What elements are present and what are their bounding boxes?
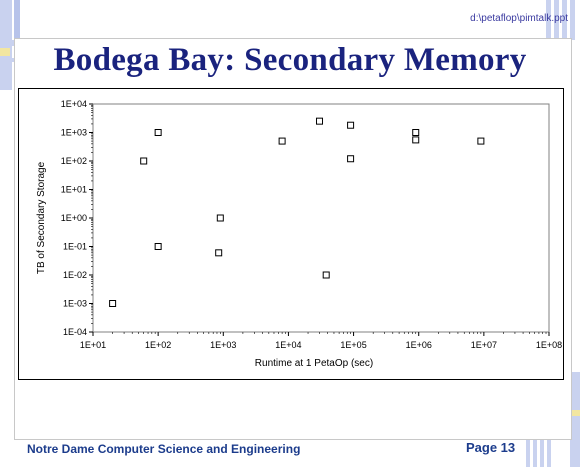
x-tick-label: 1E+05 xyxy=(340,340,367,350)
x-tick-label: 1E+07 xyxy=(470,340,497,350)
x-axis-ticks xyxy=(80,332,562,350)
y-tick-label: 1E+01 xyxy=(60,184,87,195)
x-tick-label: 1E+06 xyxy=(405,340,432,350)
data-point-marker xyxy=(217,215,223,221)
x-tick-label: 1E+03 xyxy=(210,340,237,350)
y-axis-ticks xyxy=(61,99,93,337)
y-tick-label: 1E-04 xyxy=(62,327,87,337)
y-axis-title: TB of Secondary Storage xyxy=(36,161,47,275)
data-point-marker xyxy=(155,244,161,250)
data-point-marker xyxy=(141,158,147,164)
data-point-marker xyxy=(348,122,354,128)
x-tick-label: 1E+04 xyxy=(275,340,302,350)
data-point-marker xyxy=(348,156,354,162)
data-point-marker xyxy=(110,301,116,307)
data-point-marker xyxy=(478,138,484,144)
x-tick-label: 1E+01 xyxy=(79,340,107,350)
data-point-marker xyxy=(155,130,161,136)
x-tick-label: 1E+08 xyxy=(535,340,563,350)
data-point-marker xyxy=(317,118,323,124)
y-tick-label: 1E-03 xyxy=(62,298,87,309)
y-tick-label: 1E+00 xyxy=(60,213,87,223)
data-point-marker xyxy=(279,138,285,144)
data-point-marker xyxy=(413,137,419,143)
y-tick-label: 1E-01 xyxy=(62,241,87,252)
x-axis-title: Runtime at 1 PetaOp (sec) xyxy=(254,358,374,369)
data-point-marker xyxy=(323,272,329,278)
y-tick-label: 1E+03 xyxy=(60,127,87,138)
data-point-marker xyxy=(413,130,419,136)
y-tick-label: 1E-02 xyxy=(62,270,87,280)
data-point-marker xyxy=(216,250,222,256)
slide-title: Bodega Bay: Secondary Memory xyxy=(53,42,527,78)
file-path-label: d:\petaflop\pimtalk.ppt xyxy=(470,13,568,24)
y-tick-label: 1E+02 xyxy=(60,156,87,166)
y-tick-label: 1E+04 xyxy=(60,99,87,109)
footer-organization: Notre Dame Computer Science and Engineering xyxy=(27,442,301,456)
x-tick-label: 1E+02 xyxy=(145,340,172,350)
page-number: Page 13 xyxy=(466,440,516,455)
